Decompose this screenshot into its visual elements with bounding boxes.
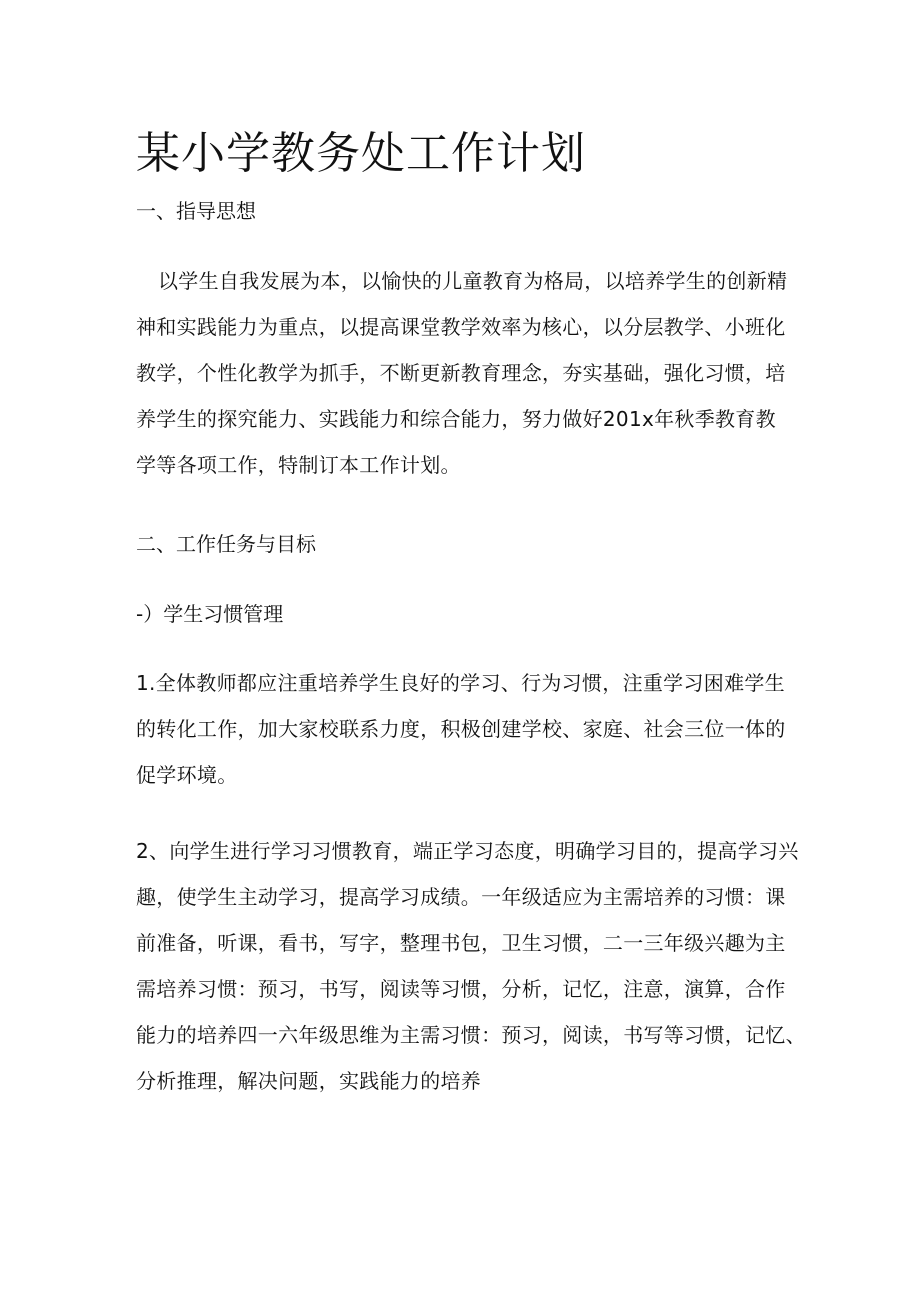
paragraph-line: 学等各项工作，特制订本工作计划。 <box>136 453 461 477</box>
paragraph-line: 促学环境。 <box>136 763 238 787</box>
paragraph-line: 分析推理，解决问题，实践能力的培养 <box>136 1069 482 1093</box>
item-1-paragraph <box>136 660 796 798</box>
section-heading-guiding-ideology: 一、指导思想 <box>136 199 256 223</box>
paragraph-line: 2、向学生进行学习习惯教育，端正学习态度，明确学习目的，提高学习兴 <box>136 839 799 863</box>
paragraph-line: 以学生自我发展为本，以愉快的儿童教育为格局，以培养学生的创新精 <box>158 269 788 293</box>
paragraph-line: 需培养习惯：预习，书写，阅读等习惯，分析，记忆，注意，演算，合作 <box>136 977 786 1001</box>
section-heading-tasks-goals: 二、工作任务与目标 <box>136 532 316 556</box>
subsection-heading-habit-management: -）学生习惯管理 <box>136 602 284 626</box>
paragraph-line: 神和实践能力为重点，以提高课堂教学效率为核心，以分层教学、小班化 <box>136 315 786 339</box>
paragraph-line: 能力的培养四一六年级思维为主需习惯：预习，阅读，书写等习惯，记忆、 <box>136 1023 806 1047</box>
paragraph-line: 的转化工作，加大家校联系力度，积极创建学校、家庭、社会三位一体的 <box>136 717 786 741</box>
paragraph-line: 养学生的探究能力、实践能力和综合能力，努力做好201x年秋季教育教 <box>136 407 776 431</box>
paragraph-line: 教学，个性化教学为抓手，不断更新教育理念，夯实基础，强化习惯，培 <box>136 361 786 385</box>
item-2-paragraph <box>136 828 806 1104</box>
paragraph-line: 1.全体教师都应注重培养学生良好的学习、行为习惯，注重学习困难学生 <box>136 671 785 695</box>
document-title: 某小学教务处工作计划 <box>136 128 586 179</box>
paragraph-line: 趣，使学生主动学习，提高学习成绩。一年级适应为主需培养的习惯：课 <box>136 885 786 909</box>
guiding-ideology-paragraph <box>136 258 796 488</box>
paragraph-line: 前准备，听课，看书，写字，整理书包，卫生习惯，二一三年级兴趣为主 <box>136 931 786 955</box>
